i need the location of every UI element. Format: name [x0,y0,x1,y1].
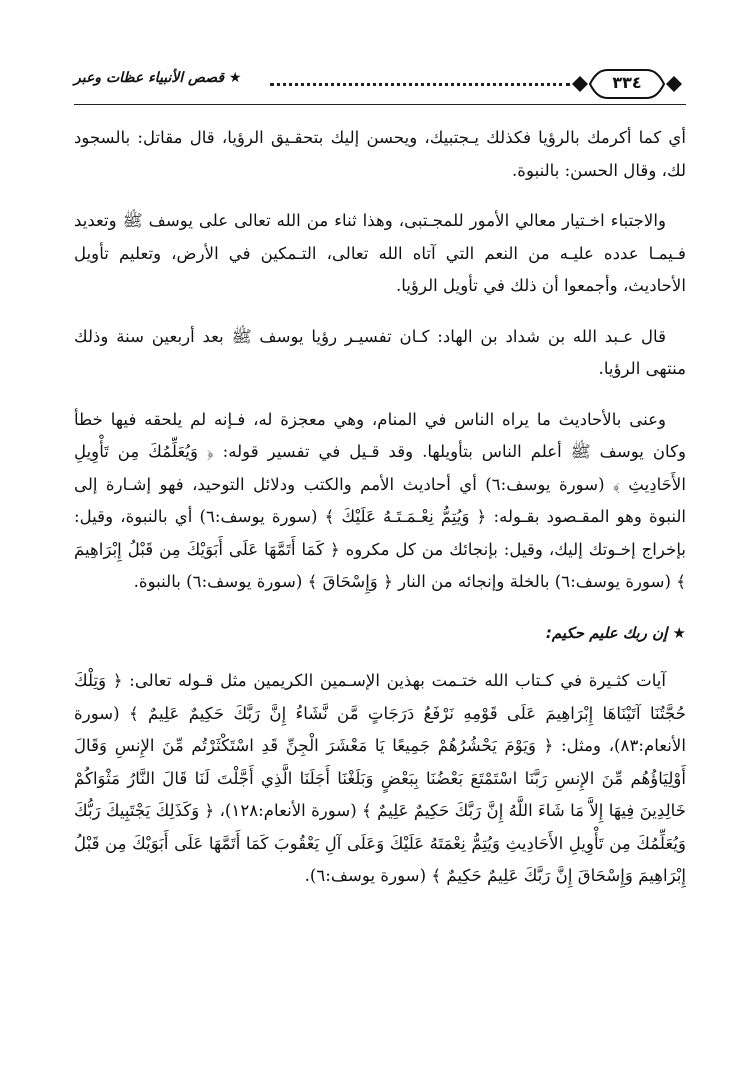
page-number-ornament [568,66,686,102]
running-title: ★ قصص الأنبياء عظات وعبر [74,70,242,86]
page-number: ٣٣٤ [612,73,642,92]
paragraph-2: والاجتباء اخـتيار معالي الأمور للمجـتبى، وهذا ثناء من الله تعالى على يوسف ﷺ وتعديد فـيمـا عدده عليـه من النعم التي آتاه الله تعالى، التـمكين في الأرض، وتعليم تأويل الأحاديث، وأجمعوا أن ذلك في تأويل الرؤيا. [74,211,686,295]
paragraph-4: وعنى بالأحاديث ما يراه الناس في المنام، وهي معجزة له، فـإنه لم يلحقه فيها خطأ وكان يوسف ﷺ أعلم الناس بتأويلها. وقد قـيل في تفسير قوله: ﴿ وَيُعَلِّمُكَ مِن تَأْوِيلِ الأَحَادِيثِ ﴾ (سورة يوسف:٦) أي أحاديث الأمم والكتب ودلائل التوحيد، فهو إشـارة إلى النبوة وهو المقـصود بقـوله: ﴿ وَيُتِمُّ نِعْـمَـتَـهُ عَلَيْكَ ﴾ (سورة يوسف:٦) أي بالنبوة، وقيل: بإخراج إخـوتك إليك، وقيل: بإنجائك من كل مكروه ﴿ كَمَا أَتَمَّهَا عَلَى أَبَوَيْكَ مِن قَبْلُ إِبْرَاهِيمَ ﴾ (سورة يوسف:٦) بالخلة وإنجائه من النار ﴿ وَإِسْحَاقَ ﴾ (سورة يوسف:٦) بالنبوة. [74,409,686,591]
paragraph-1: أي كما أكرمك بالرؤيا فكذلك يـجتبيك، ويحسن إليك بتحقـيق الرؤيا، قال مقاتل: بالسجود لك، وقال الحسن: بالنبوة. [74,128,686,180]
section-heading: ★ إن ربك عليم حكيم: [545,623,686,642]
paragraph-3: قال عـبد الله بن شداد بن الهاد: كـان تفسيـر رؤيا يوسف ﷺ بعد أربعين سنة وذلك منتهى الرؤيا. [74,326,686,378]
running-header [74,66,686,114]
page-body [74,122,686,911]
paragraph-5: آيات كثـيرة في كـتاب الله ختـمت بهذين الإسـمين الكريمين مثل قـوله تعالى: ﴿ وَتِلْكَ حُجَّتُنَا آتَيْنَاهَا إِبْرَاهِيمَ عَلَى قَوْمِهِ نَرْفَعُ دَرَجَاتٍ مَّن نَّشَاءُ إِنَّ رَبَّكَ حَكِيمٌ عَلِيمٌ ﴾ (سورة الأنعام:٨٣)، ومثل: ﴿ وَيَوْمَ يَحْشُرُهُمْ جَمِيعًا يَا مَعْشَرَ الْجِنِّ قَدِ اسْتَكْثَرْتُم مِّنَ الإِنسِ وَقَالَ أَوْلِيَاؤُهُم مِّنَ الإِنسِ رَبَّنَا اسْتَمْتَعَ بَعْضُنَا بِبَعْضٍ وَبَلَغْنَا أَجَلَنَا الَّذِي أَجَّلْتَ لَنَا قَالَ النَّارُ مَثْوَاكُمْ خَالِدِينَ فِيهَا إِلاَّ مَا شَاءَ اللَّهُ إِنَّ رَبَّكَ حَكِيمٌ عَلِيمٌ ﴾ (سورة الأنعام:١٢٨)، ﴿ وَكَذَلِكَ يَجْتَبِيكَ رَبُّكَ وَيُعَلِّمُكَ مِن تَأْوِيلِ الأَحَادِيثِ وَيُتِمُّ نِعْمَتَهُ عَلَيْكَ وَعَلَى آلِ يَعْقُوبَ كَمَا أَتَمَّهَا عَلَى أَبَوَيْكَ مِن قَبْلُ إِبْرَاهِيمَ وَإِسْحَاقَ إِنَّ رَبَّكَ عَلِيمٌ حَكِيمٌ ﴾ (سورة يوسف:٦). [74,671,686,885]
header-rule [74,104,686,105]
header-dotted-line [270,83,570,86]
